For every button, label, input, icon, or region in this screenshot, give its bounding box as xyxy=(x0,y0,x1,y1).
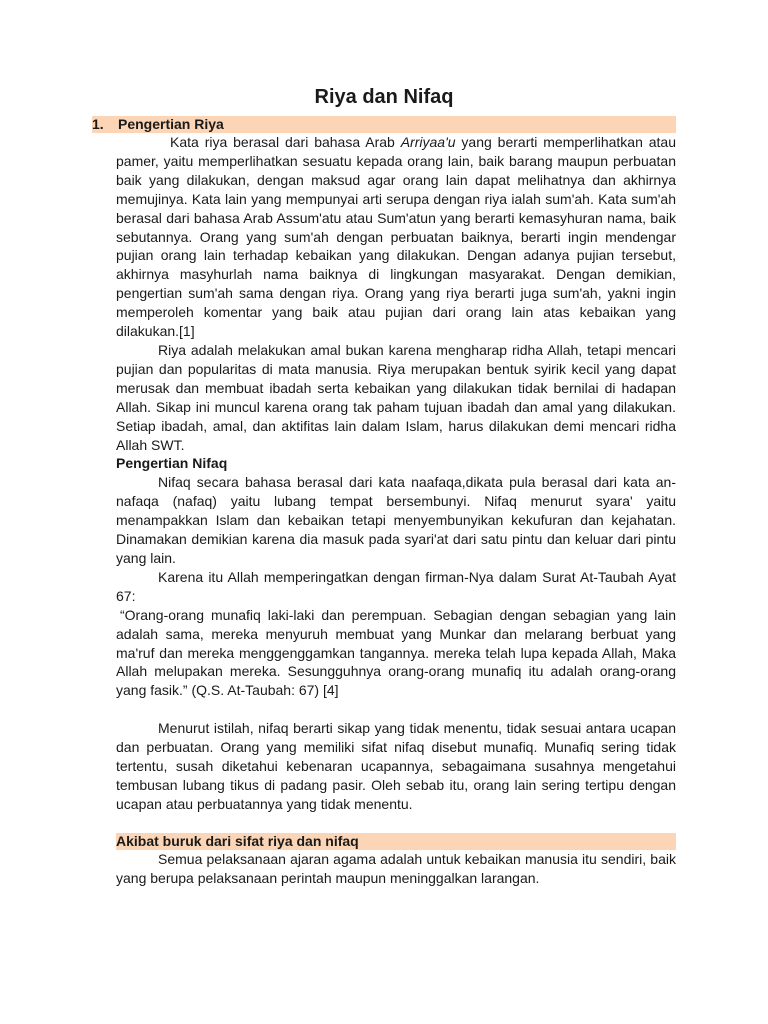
paragraph-riya-meaning: Riya adalah melakukan amal bukan karena mengharap ridha Allah, tetapi mencari pujian dan popularitas di mata manusia. Riya merupakan bentuk syirik kecil yang dapat merusak dan membuat ibadah serta kebaikan yang dilakukan tidak bernilai di hadapan Allah. Sikap ini muncul karena orang tak paham tujuan ibadah dan amal yang dilakukan. Setiap ibadah, amal, dan aktifitas lain dalam Islam, harus dilakukan demi mencari ridha Allah SWT. xyxy=(116,341,676,453)
blank-line xyxy=(92,814,676,833)
paragraph-riya-definition xyxy=(116,133,676,341)
section-heading-akibat-buruk: Akibat buruk dari sifat riya dan nifaq xyxy=(116,833,676,850)
paragraph-text: yang berarti memperlihatkan atau pamer, yaitu memperlihatkan sesuatu kepada orang lain, baik barang maupun perbuatan baik yang dilakukan, dengan maksud agar orang lain dapat melihatnya dan akhirnya memujinya. Kata lain yang mempunyai arti serupa dengan riya ialah sum'ah. Kata sum'ah berasal dari bahasa Arab Assum'atu atau Sum'atun yang berarti kemasyhuran nama, baik sebutannya. Orang yang sum'ah dengan perbuatan baiknya, berarti ingin mendengar pujian orang lain terhadap kebaikan yang dilakukan. Dengan adanya pujian tersebut, akhirnya masyhurlah nama baiknya di lingkungan masyarakat. Dengan demikian, pengertian sum'ah sama dengan riya. Orang yang riya berarti juga sum'ah, yakni ingin memperoleh komentar yang baik atau pujian dari orang lain atas kebaikan yang dilakukan.[1] xyxy=(116,134,676,340)
section-heading-label: Pengertian Riya xyxy=(118,116,224,132)
paragraph-nifaq-definition: Nifaq secara bahasa berasal dari kata naafaqa,dikata pula berasal dari kata an-nafaqa (nafaq) yaitu lubang tempat bersembunyi. Nifaq menurut syara' yaitu menampakkan Islam dan kebaikan tetapi menyembunyikan kekufuran dan kejahatan. Dinamakan demikian karena dia masuk pada syari'at dari satu pintu dan keluar dari pintu yang lain. xyxy=(116,474,676,567)
document-title: Riya dan Nifaq xyxy=(314,86,454,108)
paragraph-nifaq-warning: Karena itu Allah memperingatkan dengan firman-Nya dalam Surat At-Taubah Ayat 67: xyxy=(116,568,676,604)
arabic-term: Arriyaa'u xyxy=(400,134,456,150)
quran-quote: “Orang-orang munafiq laki-laki dan perempuan. Sebagian dengan sebagian yang lain adalah sama, mereka menyuruh membuat yang Munkar dan melarang berbuat yang ma'ruf dan mereka menggenggamkan tangannya. mereka telah lupa kepada Allah, Maka Allah melupakan mereka. Sesungguhnya orang-orang munafiq itu adalah orang-orang yang fasik.” (Q.S. At-Taubah: 67) [4] xyxy=(116,606,676,699)
section-heading-pengertian-nifaq: Pengertian Nifaq xyxy=(116,455,228,472)
section-heading-pengertian-riya xyxy=(92,116,676,133)
paragraph-text: Kata riya berasal dari bahasa Arab xyxy=(170,134,401,150)
blank-line xyxy=(92,700,676,719)
paragraph-akibat: Semua pelaksanaan ajaran agama adalah untuk kebaikan manusia itu sendiri, baik yang berupa pelaksanaan perintah maupun meninggalkan larangan. xyxy=(116,850,676,886)
paragraph-nifaq-istilah: Menurut istilah, nifaq berarti sikap yang tidak menentu, tidak sesuai antara ucapan dan perbuatan. Orang yang memiliki sifat nifaq disebut munafiq. Munafiq sering tidak tertentu, susah diketahui kebenaran ucapannya, sebagaimana susahnya mengetahui tembusan lubang tikus di padang pasir. Oleh sebab itu, orang lain sering tertipu dengan ucapan atau perbuatannya yang tidak menentu. xyxy=(116,720,676,812)
section-number: 1. xyxy=(92,116,104,132)
